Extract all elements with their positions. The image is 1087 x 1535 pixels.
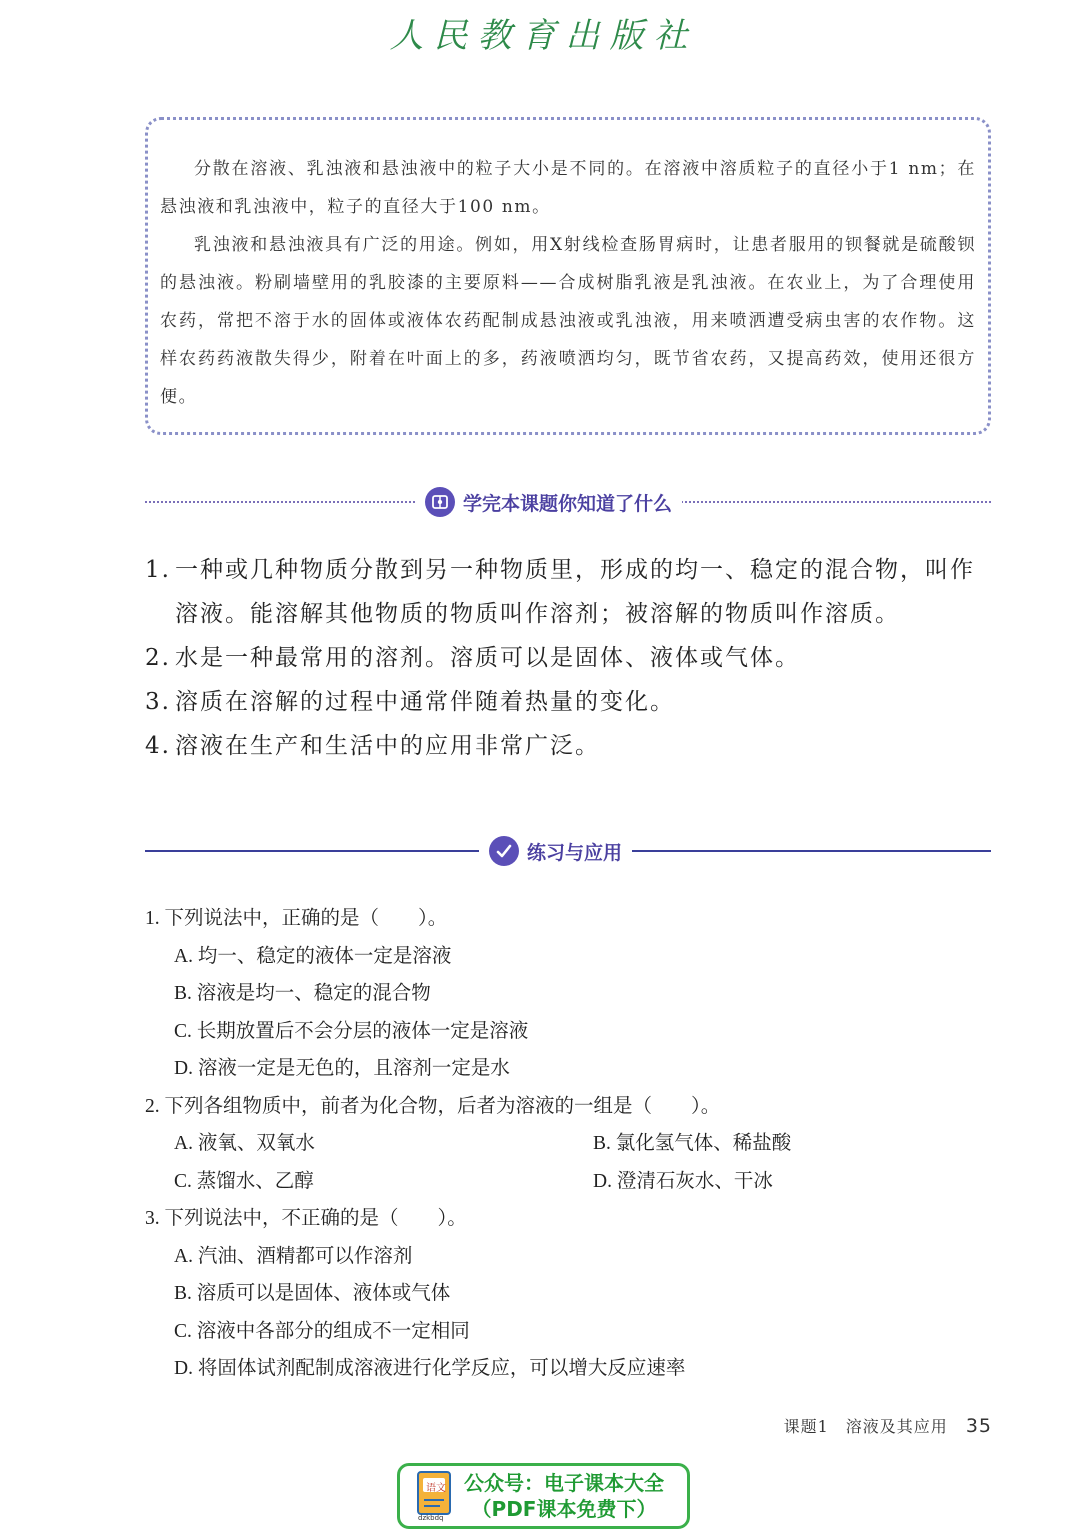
question-3-option-d: D. 将固体试剂配制成溶液进行化学反应，可以增大反应速率 xyxy=(174,1358,686,1379)
question-3-option-a: A. 汽油、酒精都可以作溶剂 xyxy=(174,1245,413,1267)
question-1-option-d: D. 溶液一定是无色的，且溶剂一定是水 xyxy=(174,1058,510,1079)
summary-section-header xyxy=(145,482,991,522)
book-icon-label: 语文 xyxy=(426,1483,446,1494)
question-3-stem: 3. 下列说法中，不正确的是（ ）。 xyxy=(145,1208,467,1229)
question-1-option-c: C. 长期放置后不会分层的液体一定是溶液 xyxy=(174,1020,529,1042)
summary-item-number: 3. xyxy=(145,689,171,715)
info-box xyxy=(145,117,991,435)
promo-line-2: （PDF课本免费下） xyxy=(471,1497,657,1521)
promo-badge[interactable] xyxy=(397,1463,690,1529)
book-icon xyxy=(414,1470,454,1522)
publisher-logo: 人民教育出版社 xyxy=(389,16,698,56)
question-3-option-b: B. 溶质可以是固体、液体或气体 xyxy=(174,1283,451,1304)
summary-item-number: 1. xyxy=(145,557,171,583)
exercise-list xyxy=(145,900,995,1388)
promo-text xyxy=(464,1470,664,1522)
summary-item xyxy=(145,636,995,680)
summary-item xyxy=(145,724,995,768)
summary-item xyxy=(145,680,995,724)
question-2-option-b: B. 氯化氢气体、稀盐酸 xyxy=(593,1133,792,1154)
question-2-option-d: D. 澄清石灰水、干冰 xyxy=(593,1170,773,1192)
chapter-title: 课题1 溶液及其应用 xyxy=(783,1417,948,1436)
summary-item xyxy=(145,548,995,636)
question-2-options-row-2 xyxy=(145,1163,995,1201)
exercise-title: 练习与应用 xyxy=(527,841,623,864)
promo-line-1: 公众号：电子课本大全 xyxy=(464,1471,664,1495)
summary-item-text: 水是一种最常用的溶剂。溶质可以是固体、液体或气体。 xyxy=(175,645,800,671)
info-paragraph-2: 乳浊液和悬浊液具有广泛的用途。例如，用X射线检查肠胃病时，让患者服用的钡餐就是硫酸钡的悬浊液。粉刷墙壁用的乳胶漆的主要原料——合成树脂乳液是乳浊液。在农业上，为了合理使用农药，常把不溶于水的固体或液体农药配制成悬浊液或乳浊液，用来喷洒遭受病虫害的农作物。这样农药药液散失得少，附着在叶面上的多，药液喷洒均匀，既节省农药，又提高药效，使用还很方便。 xyxy=(160,235,976,407)
question-2-stem: 2. 下列各组物质中，前者为化合物，后者为溶液的一组是（ ）。 xyxy=(145,1095,721,1117)
question-2-option-c: C. 蒸馏水、乙醇 xyxy=(174,1170,314,1192)
pencil-check-icon xyxy=(489,836,519,866)
question-1-stem: 1. 下列说法中，正确的是（ ）。 xyxy=(145,908,448,929)
exercise-title-label xyxy=(479,831,632,871)
summary-item-number: 2. xyxy=(145,645,171,671)
question-3-option-c: C. 溶液中各部分的组成不一定相同 xyxy=(174,1320,470,1342)
summary-item-number: 4. xyxy=(145,733,171,759)
summary-item-text: 溶质在溶解的过程中通常伴随着热量的变化。 xyxy=(175,689,675,715)
book-icon-caption: dzkbdq xyxy=(418,1514,444,1522)
summary-title-label xyxy=(415,482,682,522)
book-lightbulb-icon xyxy=(425,487,455,517)
summary-list xyxy=(145,548,995,768)
summary-item-text: 溶液在生产和生活中的应用非常广泛。 xyxy=(175,733,600,759)
summary-title: 学完本课题你知道了什么 xyxy=(463,492,673,515)
summary-item-text: 一种或几种物质分散到另一种物质里，形成的均一、稳定的混合物，叫作溶液。能溶解其他物质的物质叫作溶剂；被溶解的物质叫作溶质。 xyxy=(175,557,975,627)
page-footer xyxy=(784,1414,992,1437)
info-paragraph-1: 分散在溶液、乳浊液和悬浊液中的粒子大小是不同的。在溶液中溶质粒子的直径小于1 nm；在悬浊液和乳浊液中，粒子的直径大于100 nm。 xyxy=(160,159,976,217)
question-2-option-a: A. 液氧、双氧水 xyxy=(174,1133,315,1154)
question-1-option-b: B. 溶液是均一、稳定的混合物 xyxy=(174,983,431,1004)
exercise-section-header xyxy=(145,831,991,871)
question-2-options-row-1 xyxy=(145,1125,995,1163)
page-number: 35 xyxy=(965,1415,992,1437)
question-1-option-a: A. 均一、稳定的液体一定是溶液 xyxy=(174,945,452,967)
